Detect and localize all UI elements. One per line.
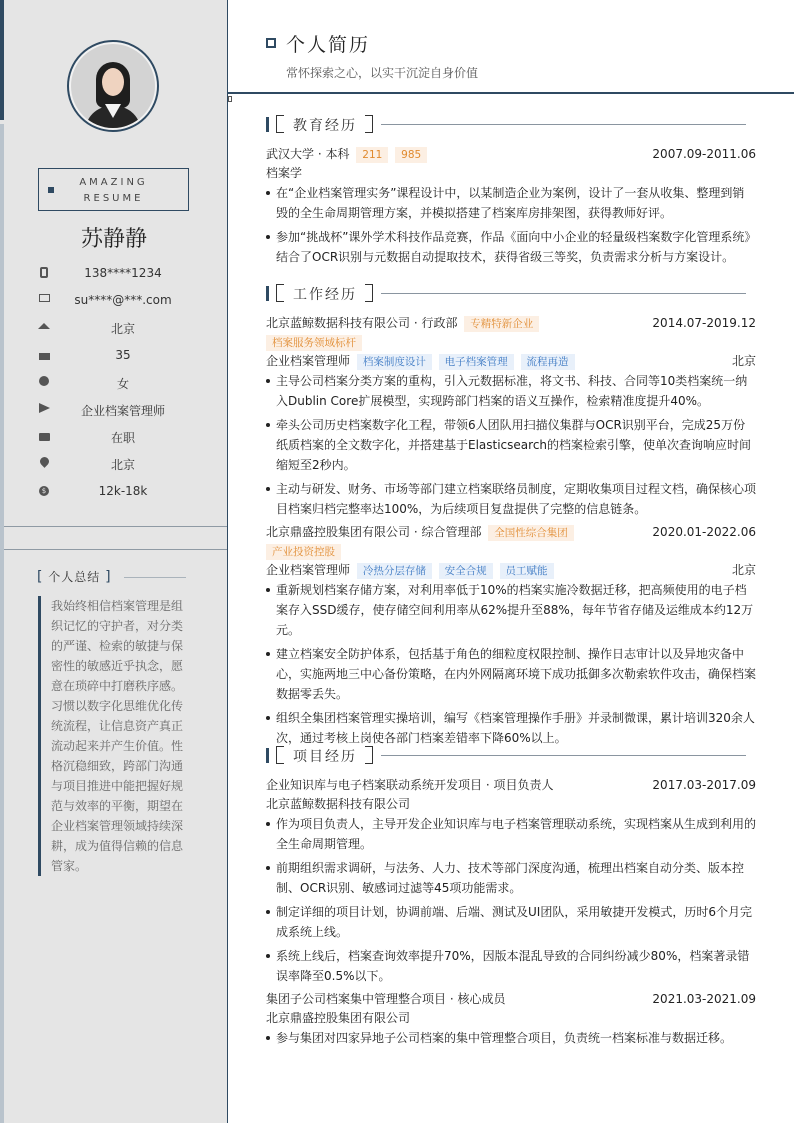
role-name: 企业档案管理师	[266, 354, 351, 368]
project-bullets	[266, 1028, 756, 1048]
badge-line-2: RESUME	[83, 193, 144, 204]
skill-tag: 流程再造	[521, 354, 575, 370]
home-value: 北京	[110, 322, 135, 337]
projects-section	[266, 745, 756, 1052]
resume-badge	[38, 168, 189, 211]
company-tag-row	[266, 333, 756, 352]
project-date: 2021.03-2021.09	[652, 992, 756, 1006]
list-item: 在“企业档案管理实务”课程设计中，以某制造企业为案例，设计了一套从收集、整理到销毁的全生命周期管理方案，并模拟搭建了档案库房排架图，获得教师好评。	[266, 183, 756, 223]
info-row-phone	[0, 264, 228, 291]
section-title: 教育经历	[293, 118, 357, 134]
summary-heading: [ 个人总结 ]	[37, 569, 112, 585]
person-name: 苏静静	[80, 227, 147, 252]
education-major: 档案学	[266, 166, 303, 180]
sidebar	[0, 0, 228, 1123]
list-item: 作为项目负责人，主导开发企业知识库与电子档案管理联动系统，实现档案从生成到利用的全生命周期管理。	[266, 814, 756, 854]
job-city: 北京	[731, 354, 756, 368]
info-row-age	[0, 346, 228, 373]
list-item: 牵头公司历史档案数字化工程，带领6人团队用扫描仪集群与OCR识别平台，完成25万份纸质档案的全文数字化，并搭建基于Elasticsearch的档案检索引擎，使单次查询响应时间缩短至2秒内。	[266, 415, 756, 475]
badge-square-icon	[48, 187, 54, 193]
gender-icon	[38, 376, 50, 388]
project-bullets	[266, 814, 756, 986]
list-item: 系统上线后，档案查询效率提升70%，因版本混乱导致的合同纠纷减少80%，档案著录错误率降至0.5%以下。	[266, 946, 756, 986]
list-item: 主动与研发、财务、市场等部门建立档案联络员制度，定期收集项目过程文档，确保核心项目档案归档完整率达100%，为后续项目复盘提供了完整的信息链条。	[266, 479, 756, 519]
role-row	[266, 561, 756, 580]
phone-icon	[38, 267, 50, 279]
section-heading	[266, 283, 756, 307]
tag-211: 211	[356, 147, 388, 163]
summary-heading-rule	[124, 577, 186, 578]
project-header	[266, 990, 756, 1009]
job-date: 2020.01-2022.06	[652, 525, 756, 539]
list-item: 组织全集团档案管理实操培训，编写《档案管理操作手册》并录制微课，累计培训320余人次，通过考核上岗使各部门档案差错率下降60%以上。	[266, 708, 756, 748]
section-title: 项目经历	[293, 749, 357, 765]
company-tag: 全国性综合集团	[488, 525, 574, 541]
info-row-home	[0, 318, 228, 345]
phone-value: 138****1234	[84, 266, 162, 280]
skill-tag: 电子档案管理	[439, 354, 514, 370]
section-heading	[266, 114, 756, 138]
summary-title-text: 个人总结	[48, 570, 101, 584]
main-content	[228, 0, 794, 1123]
home-icon	[38, 321, 50, 333]
summary-text: 我始终相信档案管理是组织记忆的守护者，对分类的严谨、检索的敏捷与保密性的敏感近乎执念，愿意在琐碎中打磨秩序感。习惯以数字化思维优化传统流程，让信息资产真正流动起来并产生价值。性格沉稳细致，跨部门沟通与项目推进中能把握好规范与效率的平衡，期望在企业档案管理领域持续深耕，成为值得信赖的信息管家。	[38, 596, 186, 876]
list-item: 制定详细的项目计划，协调前端、后端、测试及UI团队，采用敏捷开发模式，历时6个月完成系统上线。	[266, 902, 756, 942]
email-value: su****@***.com	[74, 293, 172, 308]
company-tag: 档案服务领域标杆	[266, 335, 362, 351]
project-org: 北京蓝鲸数据科技有限公司	[266, 797, 411, 811]
skill-tag: 安全合规	[439, 563, 493, 579]
salary-value: 12k-18k	[98, 483, 148, 498]
gender-value: 女	[116, 376, 129, 391]
email-icon	[38, 294, 50, 306]
age-value: 35	[115, 347, 131, 362]
skill-tag: 档案制度设计	[357, 354, 432, 370]
job-entry	[266, 314, 756, 519]
info-row-location	[0, 454, 228, 481]
job-bullets	[266, 580, 756, 748]
company-tag: 产业投资控股	[266, 544, 341, 560]
location-value: 北京	[110, 458, 135, 473]
education-bullets	[266, 183, 756, 267]
project-name: 集团子公司档案集中管理整合项目 · 核心成员	[266, 992, 506, 1006]
position-value: 企业档案管理师	[80, 403, 165, 418]
sidebar-divider	[4, 549, 227, 550]
page-subtitle: 常怀探索之心，以实干沉淀自身价值	[286, 66, 479, 80]
list-item: 建立档案安全防护体系，包括基于角色的细粒度权限控制、操作日志审计以及异地灾备中心，实施两地三中心备份策略，在内外网隔离环境下成功抵御多次勒索软件攻击，确保档案数据零丢失。	[266, 644, 756, 704]
sidebar-divider	[4, 526, 227, 527]
title-square-icon	[266, 38, 276, 48]
tag-985: 985	[395, 147, 427, 163]
role-name: 企业档案管理师	[266, 563, 351, 577]
company-name: 北京蓝鲸数据科技有限公司 · 行政部	[266, 316, 458, 330]
page-title: 个人简历	[286, 34, 371, 56]
company-name: 北京鼎盛控股集团有限公司 · 综合管理部	[266, 525, 482, 539]
briefcase-icon	[38, 430, 50, 442]
status-value: 在职	[110, 431, 135, 446]
sidebar-edge-accent	[0, 0, 4, 120]
job-header	[266, 314, 756, 333]
education-date: 2007.09-2011.06	[652, 147, 756, 161]
avatar-photo	[71, 44, 155, 128]
birthday-cake-icon	[38, 349, 50, 361]
job-header	[266, 523, 756, 542]
info-row-status	[0, 427, 228, 454]
skill-tag: 冷热分层存储	[357, 563, 432, 579]
list-item: 参加“挑战杯”课外学术科技作品竞赛，作品《面向中小企业的轻量级档案数字化管理系统》结合了OCR识别与元数据自动提取技术，获得省级三等奖，负责需求分析与方案设计。	[266, 227, 756, 267]
list-item: 前期组织需求调研，与法务、人力、技术等部门深度沟通，梳理出档案自动分类、版本控制、OCR识别、敏感词过滤等45项功能需求。	[266, 858, 756, 898]
paper-plane-icon	[38, 403, 50, 415]
salary-icon: $	[38, 485, 50, 497]
info-row-gender	[0, 373, 228, 400]
role-row	[266, 352, 756, 371]
info-row-salary	[0, 482, 228, 509]
job-date: 2014.07-2019.12	[652, 316, 756, 330]
corner-mark	[228, 96, 232, 102]
info-row-position	[0, 400, 228, 427]
contact-info-list	[0, 264, 228, 509]
work-section	[266, 283, 756, 752]
list-item: 主导公司档案分类方案的重构，引入元数据标准，将文书、科技、合同等10类档案统一纳入Dublin Core扩展模型，实现跨部门档案的语义互操作，检索精准度提升40%。	[266, 371, 756, 411]
project-entry	[266, 990, 756, 1048]
education-header	[266, 145, 756, 164]
project-name: 企业知识库与电子档案联动系统开发项目 · 项目负责人	[266, 778, 554, 792]
school-name: 武汉大学 · 本科	[266, 147, 350, 161]
avatar	[67, 40, 159, 132]
skill-tag: 员工赋能	[500, 563, 554, 579]
project-org: 北京鼎盛控股集团有限公司	[266, 1011, 411, 1025]
header-divider	[228, 92, 794, 94]
company-tag-row	[266, 542, 756, 561]
section-title: 工作经历	[293, 287, 357, 303]
job-bullets	[266, 371, 756, 519]
project-entry	[266, 776, 756, 986]
section-heading	[266, 745, 756, 769]
info-row-email	[0, 291, 228, 318]
project-date: 2017.03-2017.09	[652, 778, 756, 792]
list-item: 重新规划档案存储方案，对利用率低于10%的档案实施冷数据迁移，把高频使用的电子档案存入SSD缓存，使存储空间利用率从62%提升至88%，每年节省存储及运维成本约12万元。	[266, 580, 756, 640]
location-pin-icon	[38, 457, 50, 469]
list-item: 参与集团对四家异地子公司档案的集中管理整合项目，负责统一档案标准与数据迁移。	[266, 1028, 756, 1048]
education-section	[266, 114, 756, 271]
project-header	[266, 776, 756, 795]
company-tag: 专精特新企业	[464, 316, 539, 332]
job-entry	[266, 523, 756, 748]
badge-line-1: AMAZING	[79, 177, 148, 188]
job-city: 北京	[731, 563, 756, 577]
